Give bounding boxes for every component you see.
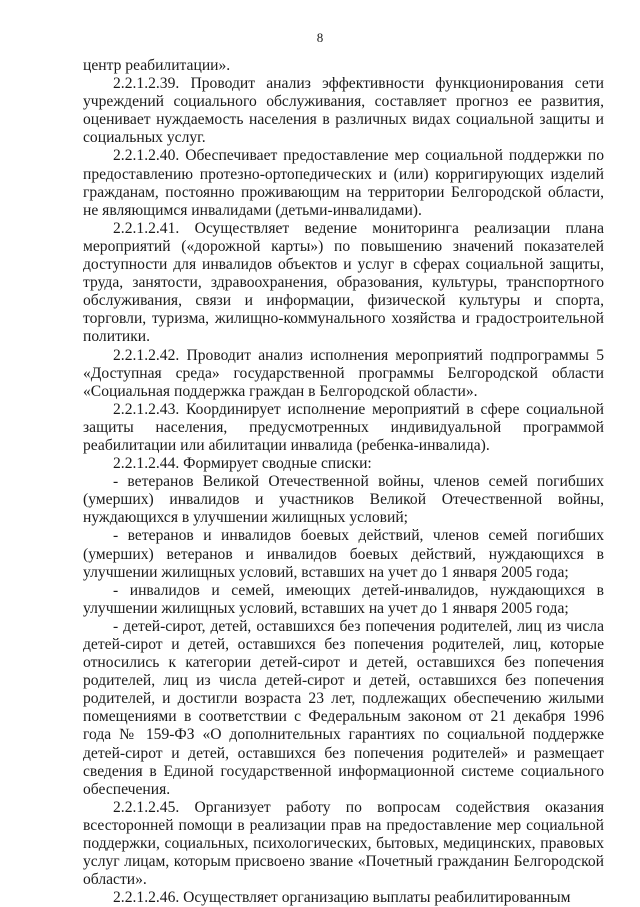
paragraph: 2.2.1.2.44. Формирует сводные списки: xyxy=(113,455,372,473)
list-item: - инвалидов и семей, имеющих детей-инвалидов, нуждающихся в улучшении жилищных условий, вставших на учет до 1 января 2005 года; xyxy=(83,581,604,617)
paragraph: 2.2.1.2.40. Обеспечивает предоставление мер социальной поддержки по предоставлению протезно-ортопедических и (или) корригирующих изделий гражданам, постоянно проживающим на территории Белгородской области, не являющимся инвалидами (детьми-инвалидами). xyxy=(83,147,604,219)
list-item: - ветеранов Великой Отечественной войны, членов семей погибших (умерших) инвалидов и участников Великой Отечественной войны, нуждающихся в улучшении жилищных условий; xyxy=(83,473,604,527)
paragraph: центр реабилитации». xyxy=(83,57,231,74)
paragraph: 2.2.1.2.43. Координирует исполнение мероприятий в сфере социальной защиты населения, предусмотренных индивидуальной программой реабилитации или абилитации инвалида (ребенка-инвалида). xyxy=(83,400,604,454)
list-item: - детей-сирот, детей, оставшихся без попечения родителей, лиц из числа детей-сирот и детей, оставшихся без попечения родителей, лиц, которые относились к категории детей-сирот и детей, оставшихся без попечения родителей, лиц из числа детей-сирот и детей, оставшихся без попечения родителей, и достигли возраста 23 лет, подлежащих обеспечению жилыми помещениями в соответствии с Федеральным законом от 21 декабря 1996 года № 159-ФЗ «О дополнительных гарантиях по социальной поддержке детей-сирот и детей, оставшихся без попечения родителей» и размещает сведения в Единой государственной информационной системе социального обеспечения. xyxy=(83,617,604,798)
paragraph: 2.2.1.2.46. Осуществляет организацию выплаты реабилитированным xyxy=(113,889,571,907)
list-item: - ветеранов и инвалидов боевых действий, членов семей погибших (умерших) ветеранов и инвалидов боевых действий, нуждающихся в улучшении жилищных условий, вставших на учет до 1 января 2005 года; xyxy=(83,527,604,581)
paragraph: 2.2.1.2.45. Организует работу по вопросам содействия оказания всесторонней помощи в реализации прав на предоставление мер социальной поддержки, социальных, психологических, бытовых, медицинских, правовых услуг лицам, которым присвоено звание «Почетный гражданин Белгородской области». xyxy=(83,798,604,889)
paragraph: 2.2.1.2.42. Проводит анализ исполнения мероприятий подпрограммы 5 «Доступная среда» государственной программы Белгородской области «Социальная поддержка граждан в Белгородской области». xyxy=(83,346,604,400)
document-body xyxy=(83,57,604,907)
paragraph: 2.2.1.2.41. Осуществляет ведение мониторинга реализации плана мероприятий («дорожной карты») по повышению значений показателей доступности для инвалидов объектов и услуг в сферах социальной защиты, труда, занятости, здравоохранения, образования, культуры, транспортного обслуживания, связи и информации, физической культуры и спорта, торговли, туризма, жилищно-коммунального хозяйства и градостроительной политики. xyxy=(83,219,604,346)
paragraph: 2.2.1.2.39. Проводит анализ эффективности функционирования сети учреждений социального обслуживания, составляет прогноз ее развития, оценивает нуждаемость населения в различных видах социальной защиты и социальных услуг. xyxy=(83,75,604,147)
page-number: 8 xyxy=(316,30,324,45)
